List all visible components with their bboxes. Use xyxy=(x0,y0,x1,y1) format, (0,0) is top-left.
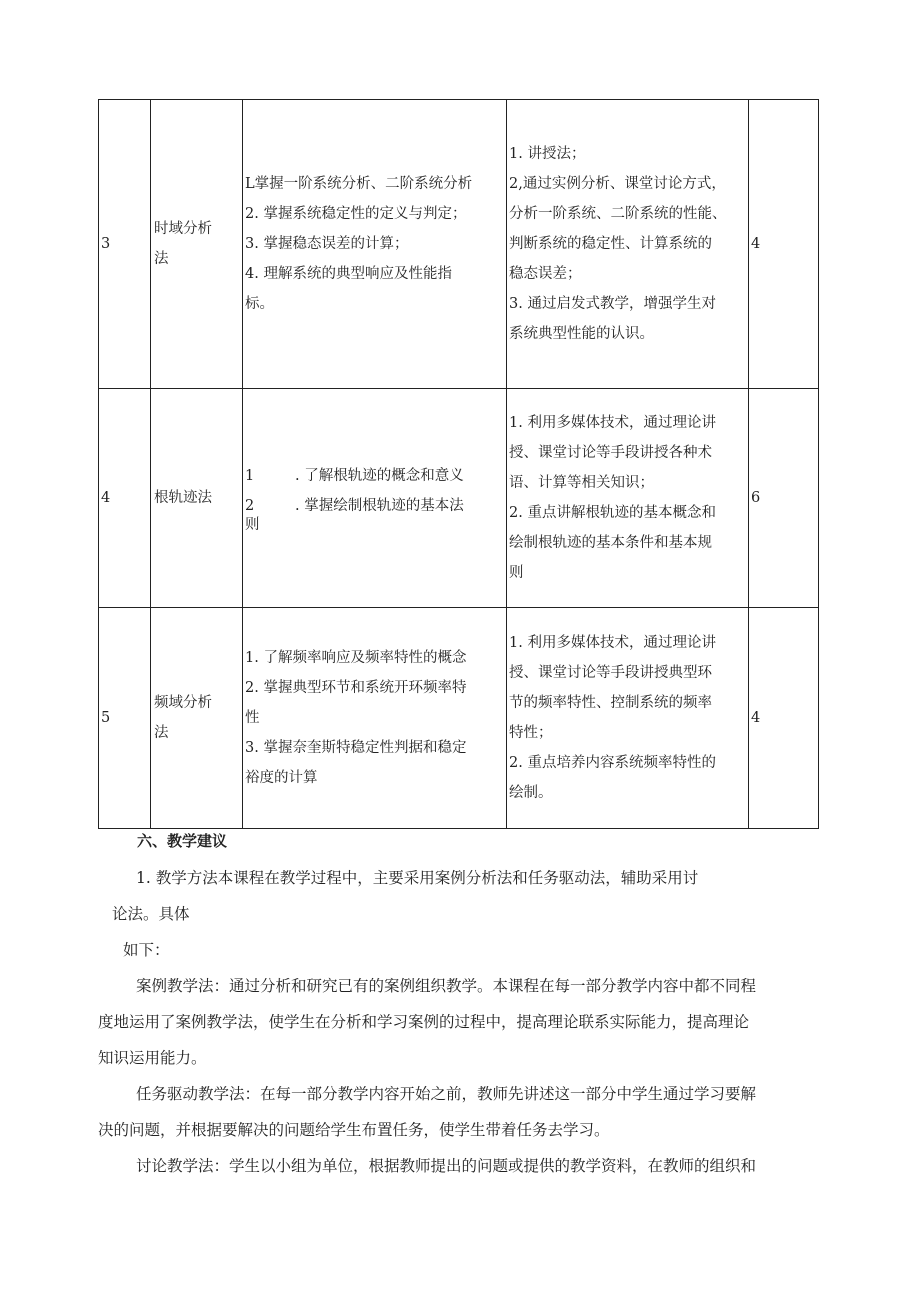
teaching-methods: 1. 讲授法； 2,通过实例分析、课堂讨论方式， 分析一阶系统、二阶系统的性能、 判断系统的稳定性、计算系统的 稳态误差； 3. 通过启发式教学，增强学生对 系统典型性能的认识。 xyxy=(507,100,749,389)
teaching-content-table xyxy=(98,99,819,829)
teaching-methods: 1. 利用多媒体技术，通过理论讲 授、课堂讨论等手段讲授各种术 语、计算等相关知识； 2. 重点讲解根轨迹的基本概念和 绘制根轨迹的基本条件和基本规 则 xyxy=(507,389,749,608)
topic-name: 根轨迹法 xyxy=(151,389,243,608)
paragraph-discussion: 讨论教学法：学生以小组为单位，根据教师提出的问题或提供的教学资料，在教师的组织和 xyxy=(136,1157,757,1175)
learning-goals: 1 . 了解根轨迹的概念和意义 2 . 掌握绘制根轨迹的基本法 则 xyxy=(243,389,507,608)
class-hours: 4 xyxy=(749,608,819,829)
table-row xyxy=(99,100,819,389)
row-number: 5 xyxy=(99,608,151,829)
row-number: 4 xyxy=(99,389,151,608)
topic-name: 时域分析 法 xyxy=(151,100,243,389)
row-number: 3 xyxy=(99,100,151,389)
teaching-methods: 1. 利用多媒体技术，通过理论讲 授、课堂讨论等手段讲授典型环 节的频率特性、控制系统的频率 特性； 2. 重点培养内容系统频率特性的 绘制。 xyxy=(507,608,749,829)
class-hours: 4 xyxy=(749,100,819,389)
paragraph-task-driven: 任务驱动教学法：在每一部分教学内容开始之前，教师先讲述这一部分中学生通过学习要解 决的问题，并根据要解决的问题给学生布置任务，使学生带着任务去学习。 xyxy=(98,1085,757,1139)
paragraph-teaching-methods: 1. 教学方法本课程在教学过程中，主要采用案例分析法和任务驱动法，辅助采用讨 论法。具体 如下： xyxy=(112,869,699,959)
topic-name: 频域分析 法 xyxy=(151,608,243,829)
section-heading: 六、教学建议 xyxy=(137,832,228,850)
paragraph-case-teaching: 案例教学法：通过分析和研究已有的案例组织教学。本课程在每一部分教学内容中都不同程 度地运用了案例教学法，使学生在分析和学习案例的过程中，提高理论联系实际能力，提高理论 知识运用能力。 xyxy=(98,977,757,1067)
class-hours: 6 xyxy=(749,389,819,608)
table-row xyxy=(99,389,819,608)
table-row xyxy=(99,608,819,829)
learning-goals: 1. 了解频率响应及频率特性的概念 2. 掌握典型环节和系统开环频率特 性 3. 掌握奈奎斯特稳定性判据和稳定 裕度的计算 xyxy=(243,608,507,829)
learning-goals: L掌握一阶系统分析、二阶系统分析 2. 掌握系统稳定性的定义与判定； 3. 掌握稳态误差的计算； 4. 理解系统的典型响应及性能指 标。 xyxy=(243,100,507,389)
